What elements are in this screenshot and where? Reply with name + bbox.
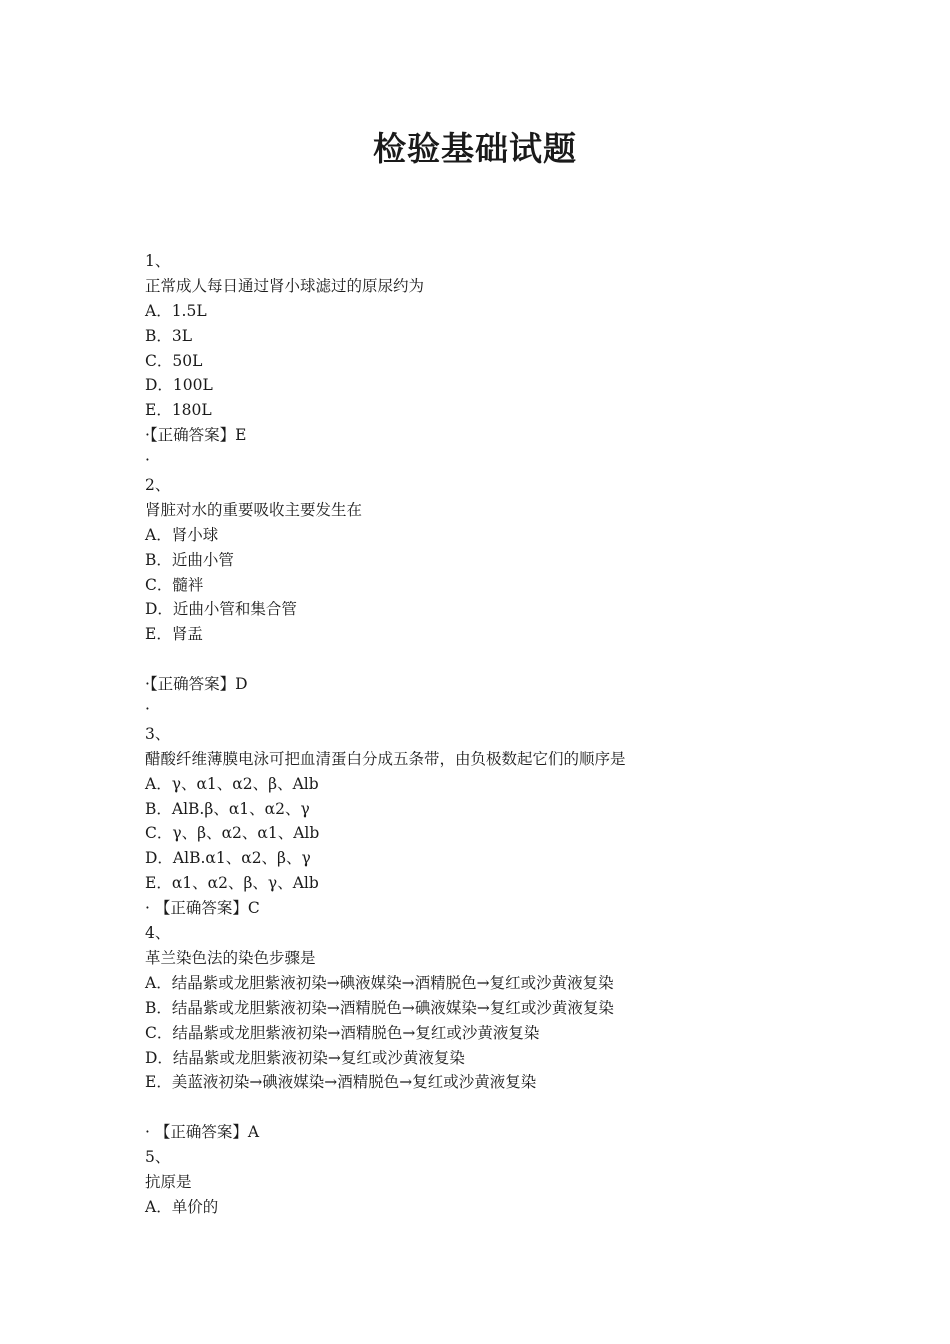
option-b: B．3L: [145, 326, 193, 345]
option-a: A．肾小球: [145, 525, 219, 544]
question-number: 5、: [145, 1148, 171, 1167]
option-a: A．γ、α1、α2、β、Alb: [145, 774, 319, 793]
correct-answer: ·【正确答案】E: [145, 426, 247, 445]
option-b: B．AlB.β、α1、α2、γ: [145, 799, 310, 818]
blank-line: [145, 647, 845, 672]
correct-answer: ·【正确答案】D: [145, 675, 248, 694]
option-d: D．结晶紫或龙胆紫液初染→复红或沙黄液复染: [145, 1048, 465, 1067]
separator-dot: ·: [145, 451, 150, 470]
option-c: C．50L: [145, 351, 203, 370]
option-a: A．1.5L: [145, 301, 207, 320]
question-number: 1、: [145, 252, 171, 270]
option-c: C．γ、β、α2、α1、Alb: [145, 824, 320, 843]
option-e: E．α1、α2、β、γ、Alb: [145, 874, 319, 893]
question-stem: 抗原是: [145, 1172, 192, 1191]
question-stem: 醋酸纤维薄膜电泳可把血清蛋白分成五条带，由负极数起它们的顺序是: [145, 749, 626, 768]
option-e: E．美蓝液初染→碘液媒染→酒精脱色→复红或沙黄液复染: [145, 1073, 537, 1092]
blank-line: [145, 1095, 845, 1120]
option-d: D．AlB.α1、α2、β、γ: [145, 849, 311, 868]
question-number: 4、: [145, 924, 171, 943]
question-number: 2、: [145, 476, 171, 495]
correct-answer: · 【正确答案】A: [145, 1123, 260, 1142]
question-list: [145, 249, 845, 1220]
separator-dot: ·: [145, 700, 150, 719]
question-number: 3、: [145, 724, 171, 743]
option-d: D．100L: [145, 376, 213, 395]
question-stem: 正常成人每日通过肾小球滤过的原尿约为: [145, 276, 425, 295]
option-a: A．结晶紫或龙胆紫液初染→碘液媒染→酒精脱色→复红或沙黄液复染: [145, 973, 614, 992]
question-stem: 肾脏对水的重要吸收主要发生在: [145, 500, 363, 519]
option-e: E．肾盂: [145, 625, 203, 644]
option-b: B．近曲小管: [145, 550, 234, 569]
correct-answer: · 【正确答案】C: [145, 899, 260, 918]
question-stem: 革兰染色法的染色步骤是: [145, 948, 316, 967]
option-b: B．结晶紫或龙胆紫液初染→酒精脱色→碘液媒染→复红或沙黄液复染: [145, 998, 614, 1017]
option-c: C．结晶紫或龙胆紫液初染→酒精脱色→复红或沙黄液复染: [145, 1023, 540, 1042]
option-d: D．近曲小管和集合管: [145, 600, 297, 619]
option-e: E．180L: [145, 401, 212, 420]
page-title: 检验基础试题: [373, 129, 577, 168]
option-a: A．单价的: [145, 1197, 219, 1216]
option-c: C．髓袢: [145, 575, 204, 594]
